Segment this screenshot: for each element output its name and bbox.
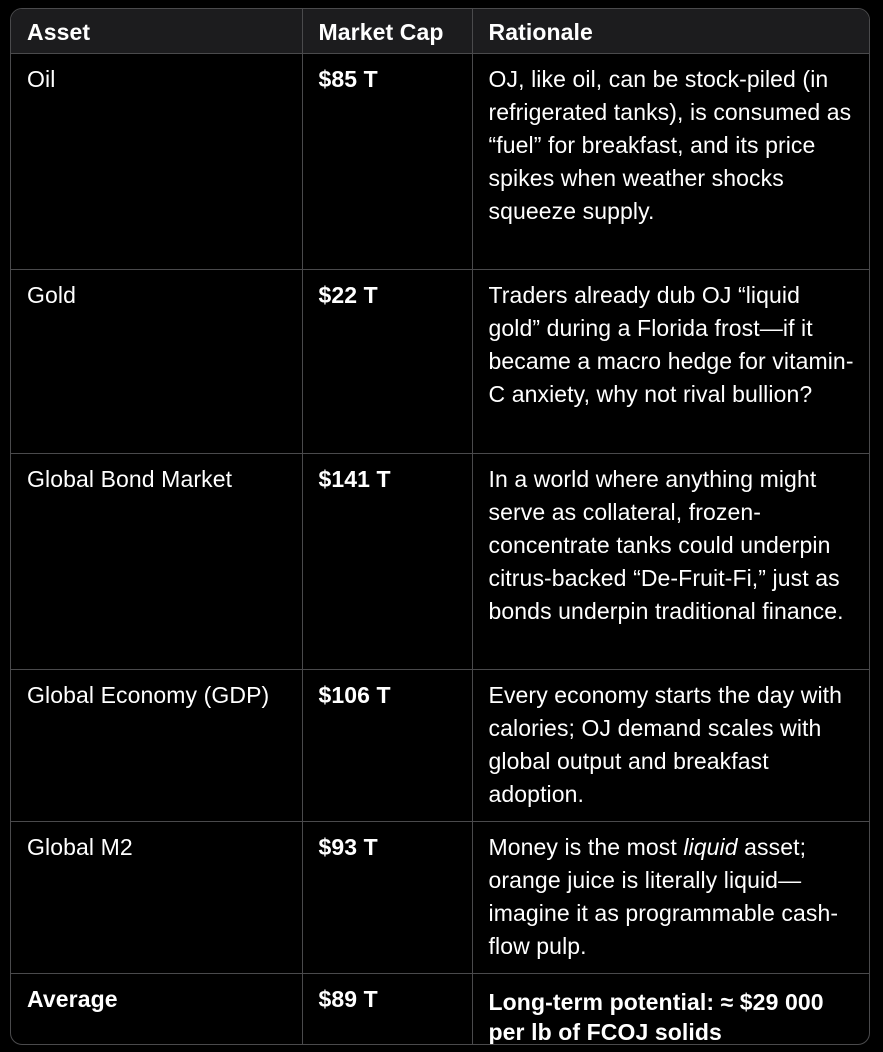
rationale-text: Money is the most <box>488 833 684 860</box>
rationale-cell <box>472 821 869 973</box>
header-asset: Asset <box>11 9 302 53</box>
table-row <box>11 53 869 269</box>
table-row <box>11 453 869 669</box>
rationale-cell: Every economy starts the day with calories; OJ demand scales with global output and breakfast adoption. <box>472 669 869 821</box>
rationale-emphasis: liquid <box>683 833 738 860</box>
asset-cell: Global M2 <box>11 821 302 973</box>
market-cap-cell: $89 T <box>302 973 472 1045</box>
market-cap-cell: $22 T <box>302 269 472 453</box>
rationale-cell: Traders already dub OJ “liquid gold” during a Florida frost—if it became a macro hedge for vitamin-C anxiety, why not rival bullion? <box>472 269 869 453</box>
comparison-table <box>10 8 870 1045</box>
asset-cell: Oil <box>11 53 302 269</box>
table-row <box>11 821 869 973</box>
market-cap-cell: $93 T <box>302 821 472 973</box>
market-cap-cell: $106 T <box>302 669 472 821</box>
asset-cell: Global Economy (GDP) <box>11 669 302 821</box>
header-rationale: Rationale <box>472 9 869 53</box>
table-row <box>11 669 869 821</box>
asset-cell: Gold <box>11 269 302 453</box>
rationale-cell: OJ, like oil, can be stock-piled (in refrigerated tanks), is consumed as “fuel” for breakfast, and its price spikes when weather shocks squeeze supply. <box>472 53 869 269</box>
asset-cell: Average <box>11 973 302 1045</box>
market-cap-cell: $141 T <box>302 453 472 669</box>
table-row <box>11 269 869 453</box>
asset-cell: Global Bond Market <box>11 453 302 669</box>
rationale-text: asset; orange juice is literally liquid—imagine it as programmable cash-flow pulp. <box>488 833 839 959</box>
header-market-cap: Market Cap <box>302 9 472 53</box>
table-header-row <box>11 9 869 53</box>
asset-table <box>11 9 869 1045</box>
market-cap-cell: $85 T <box>302 53 472 269</box>
rationale-cell: Long-term potential: ≈ $29 000 per lb of FCOJ solids <box>472 973 869 1045</box>
rationale-cell: In a world where anything might serve as collateral, frozen-concentrate tanks could underpin citrus-backed “De-Fruit-Fi,” just as bonds underpin traditional finance. <box>472 453 869 669</box>
average-row <box>11 973 869 1045</box>
